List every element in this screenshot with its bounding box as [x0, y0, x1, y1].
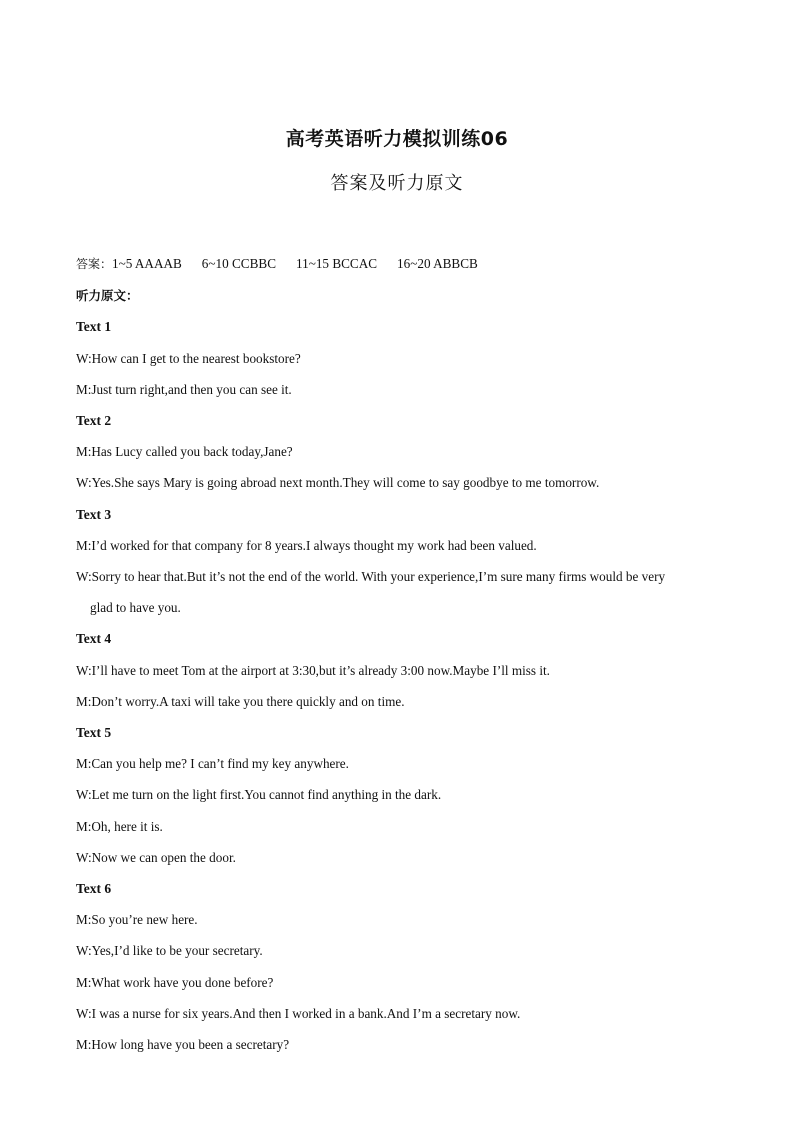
- dialogue-line: M:I’d worked for that company for 8 years.I always thought my work had been valued.: [76, 537, 537, 553]
- dialogue-line: M:Don’t worry.A taxi will take you there quickly and on time.: [76, 693, 405, 709]
- dialogue-line: M:How long have you been a secretary?: [76, 1037, 290, 1053]
- dialogue-line: W:Yes.She says Mary is going abroad next month.They will come to say goodbye to me tomorrow.: [76, 475, 600, 491]
- text-heading: Text 4: [76, 631, 112, 647]
- dialogue-line: M:What work have you done before?: [76, 974, 274, 990]
- text-heading: Text 2: [76, 413, 112, 429]
- text-heading: Text 1: [76, 319, 112, 335]
- dialogue-line-continuation: glad to have you.: [90, 600, 181, 616]
- answer-group: 1~5 AAAAB: [112, 256, 182, 271]
- transcript-label: 听力原文：: [76, 288, 139, 304]
- dialogue-line: M:Can you help me? I can’t find my key anywhere.: [76, 756, 349, 772]
- dialogue-line: M:Just turn right,and then you can see it.: [76, 381, 292, 397]
- answer-key-label: 答案：: [76, 257, 113, 271]
- dialogue-line: W:Let me turn on the light first.You cannot find anything in the dark.: [76, 787, 442, 803]
- dialogue-line: W:Now we can open the door.: [76, 849, 236, 865]
- dialogue-line: W:Yes,I’d like to be your secretary.: [76, 943, 263, 959]
- page-title: 高考英语听力模拟训练06: [285, 128, 509, 150]
- dialogue-line: W:I’ll have to meet Tom at the airport at 3:30,but it’s already 3:00 now.Maybe I’ll miss it.: [76, 662, 550, 678]
- dialogue-line: M:So you’re new here.: [76, 912, 198, 928]
- dialogue-line: M:Oh, here it is.: [76, 818, 163, 834]
- dialogue-line: M:Has Lucy called you back today,Jane?: [76, 444, 293, 460]
- dialogue-line: W:Sorry to hear that.But it’s not the end of the world. With your experience,I’m sure many firms would be very: [76, 569, 666, 585]
- answer-group: 6~10 CCBBC: [201, 256, 276, 271]
- text-heading: Text 5: [76, 725, 112, 741]
- page-subtitle: 答案及听力原文: [330, 173, 464, 194]
- answer-group: 11~15 BCCAC: [296, 256, 378, 271]
- document-body: [76, 248, 726, 1060]
- answer-group: 16~20 ABBCB: [397, 256, 478, 271]
- text-heading: Text 3: [76, 506, 112, 522]
- text-heading: Text 6: [76, 881, 112, 897]
- answer-key: [76, 248, 726, 280]
- dialogue-line: W:How can I get to the nearest bookstore?: [76, 350, 301, 366]
- dialogue-line: W:I was a nurse for six years.And then I worked in a bank.And I’m a secretary now.: [76, 1005, 521, 1021]
